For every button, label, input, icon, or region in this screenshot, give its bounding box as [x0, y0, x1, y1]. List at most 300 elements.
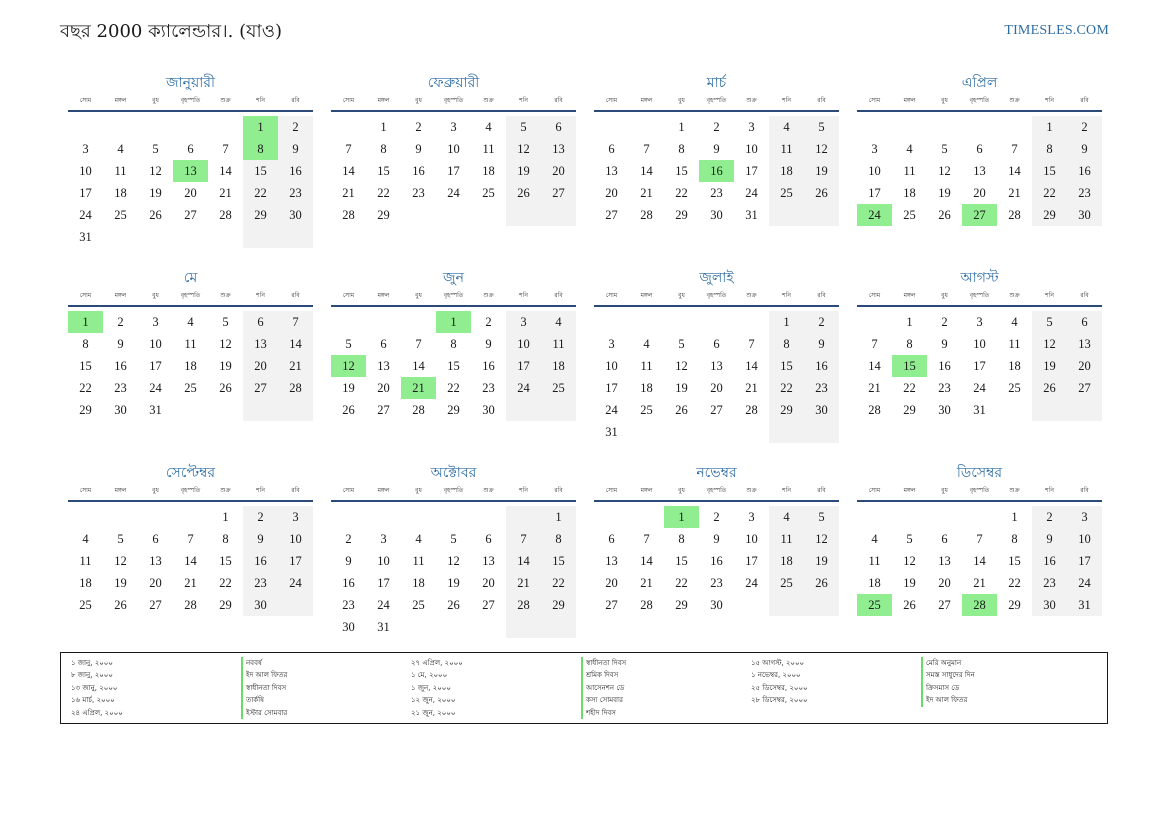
- day-cell[interactable]: 13: [482, 554, 495, 568]
- day-cell[interactable]: 25: [184, 381, 197, 395]
- day-cell[interactable]: 2: [345, 532, 352, 546]
- day-cell[interactable]: 26: [506, 182, 541, 204]
- day-cell[interactable]: 17: [506, 355, 541, 377]
- day-cell[interactable]: 13: [541, 138, 576, 160]
- day-cell[interactable]: 9: [1067, 138, 1102, 160]
- day-cell[interactable]: 22: [243, 182, 278, 204]
- day-cell[interactable]: 10: [506, 333, 541, 355]
- day-cell[interactable]: 25: [412, 598, 425, 612]
- day-cell[interactable]: 22: [447, 381, 460, 395]
- day-cell[interactable]: 12: [1032, 333, 1067, 355]
- day-cell[interactable]: 25: [903, 208, 916, 222]
- day-cell[interactable]: 27: [605, 208, 618, 222]
- day-cell[interactable]: 20: [605, 186, 618, 200]
- day-cell[interactable]: 26: [804, 572, 839, 594]
- day-cell[interactable]: 30: [482, 403, 495, 417]
- day-cell[interactable]: 5: [804, 506, 839, 528]
- day-cell[interactable]: 11: [482, 142, 495, 156]
- day-cell[interactable]: 30: [114, 403, 127, 417]
- day-cell[interactable]: 25: [640, 403, 653, 417]
- day-cell[interactable]: 4: [117, 142, 124, 156]
- day-cell[interactable]: 14: [342, 164, 355, 178]
- day-cell[interactable]: 26: [149, 208, 162, 222]
- day-cell[interactable]: 2: [415, 120, 422, 134]
- day-cell[interactable]: 17: [149, 359, 162, 373]
- day-cell[interactable]: 3: [278, 506, 313, 528]
- day-cell[interactable]: 15: [377, 164, 390, 178]
- day-cell[interactable]: 22: [675, 186, 688, 200]
- day-cell[interactable]: 28: [278, 377, 313, 399]
- day-cell[interactable]: 24: [506, 377, 541, 399]
- day-cell[interactable]: 30: [804, 399, 839, 421]
- day-cell[interactable]: 25: [1008, 381, 1021, 395]
- day-cell[interactable]: 31: [149, 403, 162, 417]
- day-cell[interactable]: 8: [1032, 138, 1067, 160]
- day-cell[interactable]: 14: [506, 550, 541, 572]
- day-cell[interactable]: 16: [804, 355, 839, 377]
- day-cell[interactable]: 29: [1008, 598, 1021, 612]
- site-link[interactable]: TIMESLES.COM: [1004, 23, 1109, 38]
- day-cell[interactable]: 10: [745, 532, 758, 546]
- day-cell[interactable]: 15: [675, 554, 688, 568]
- day-cell[interactable]: 9: [243, 528, 278, 550]
- day-cell[interactable]: 14: [184, 554, 197, 568]
- day-cell[interactable]: 20: [149, 576, 162, 590]
- day-cell[interactable]: 24: [79, 208, 92, 222]
- day-cell[interactable]: 2: [485, 315, 492, 329]
- day-cell[interactable]: 14: [745, 359, 758, 373]
- day-cell[interactable]: 22: [377, 186, 390, 200]
- day-cell[interactable]: 31: [745, 208, 758, 222]
- day-cell[interactable]: 21: [640, 186, 653, 200]
- day-cell[interactable]: 25: [79, 598, 92, 612]
- day-cell[interactable]: 24: [1067, 572, 1102, 594]
- day-cell[interactable]: 5: [906, 532, 913, 546]
- day-cell[interactable]: 23: [342, 598, 355, 612]
- day-cell[interactable]: 12: [447, 554, 460, 568]
- day-cell[interactable]: 16: [114, 359, 127, 373]
- day-cell[interactable]: 11: [1008, 337, 1021, 351]
- day-cell[interactable]: 12: [903, 554, 916, 568]
- day-cell[interactable]: 19: [506, 160, 541, 182]
- day-cell[interactable]: 12: [114, 554, 127, 568]
- day-cell[interactable]: 28: [342, 208, 355, 222]
- day-cell[interactable]: 18: [769, 550, 804, 572]
- day-cell[interactable]: 3: [608, 337, 615, 351]
- day-cell[interactable]: 10: [605, 359, 618, 373]
- day-cell[interactable]: 17: [1067, 550, 1102, 572]
- day-cell[interactable]: 6: [152, 532, 159, 546]
- day-cell[interactable]: 27: [541, 182, 576, 204]
- day-cell[interactable]: 25: [482, 186, 495, 200]
- day-cell[interactable]: 5: [804, 116, 839, 138]
- day-cell[interactable]: 12: [149, 164, 162, 178]
- day-cell[interactable]: 13: [710, 359, 723, 373]
- day-cell[interactable]: 15: [79, 359, 92, 373]
- day-cell[interactable]: 25: [541, 377, 576, 399]
- day-cell[interactable]: 16: [412, 164, 425, 178]
- day-cell-holiday[interactable]: 1: [664, 506, 699, 528]
- day-cell[interactable]: 26: [447, 598, 460, 612]
- day-cell[interactable]: 9: [713, 142, 720, 156]
- day-cell[interactable]: 22: [541, 572, 576, 594]
- day-cell[interactable]: 18: [640, 381, 653, 395]
- day-cell[interactable]: 18: [79, 576, 92, 590]
- day-cell-holiday[interactable]: 8: [243, 138, 278, 160]
- day-cell[interactable]: 11: [114, 164, 127, 178]
- day-cell[interactable]: 24: [745, 186, 758, 200]
- day-cell[interactable]: 3: [506, 311, 541, 333]
- day-cell[interactable]: 5: [506, 116, 541, 138]
- day-cell[interactable]: 4: [1011, 315, 1018, 329]
- day-cell[interactable]: 6: [1067, 311, 1102, 333]
- day-cell[interactable]: 21: [868, 381, 881, 395]
- day-cell[interactable]: 29: [541, 594, 576, 616]
- day-cell[interactable]: 7: [345, 142, 352, 156]
- day-cell[interactable]: 8: [1011, 532, 1018, 546]
- day-cell[interactable]: 1: [769, 311, 804, 333]
- day-cell-holiday[interactable]: 21: [401, 377, 436, 399]
- day-cell[interactable]: 8: [380, 142, 387, 156]
- day-cell[interactable]: 30: [243, 594, 278, 616]
- day-cell[interactable]: 19: [804, 160, 839, 182]
- day-cell[interactable]: 26: [1032, 377, 1067, 399]
- day-cell[interactable]: 2: [713, 510, 720, 524]
- day-cell[interactable]: 13: [377, 359, 390, 373]
- day-cell[interactable]: 19: [219, 359, 232, 373]
- day-cell[interactable]: 3: [748, 510, 755, 524]
- day-cell[interactable]: 12: [675, 359, 688, 373]
- day-cell[interactable]: 26: [342, 403, 355, 417]
- day-cell[interactable]: 11: [769, 138, 804, 160]
- day-cell[interactable]: 1: [541, 506, 576, 528]
- day-cell[interactable]: 24: [745, 576, 758, 590]
- day-cell[interactable]: 30: [938, 403, 951, 417]
- day-cell[interactable]: 20: [1067, 355, 1102, 377]
- day-cell[interactable]: 27: [938, 598, 951, 612]
- day-cell[interactable]: 3: [1067, 506, 1102, 528]
- day-cell[interactable]: 2: [243, 506, 278, 528]
- day-cell[interactable]: 1: [1011, 510, 1018, 524]
- day-cell[interactable]: 16: [482, 359, 495, 373]
- day-cell[interactable]: 9: [713, 532, 720, 546]
- day-cell[interactable]: 11: [903, 164, 916, 178]
- day-cell[interactable]: 7: [976, 532, 983, 546]
- day-cell[interactable]: 19: [447, 576, 460, 590]
- day-cell[interactable]: 21: [640, 576, 653, 590]
- day-cell[interactable]: 13: [1067, 333, 1102, 355]
- day-cell[interactable]: 11: [79, 554, 92, 568]
- day-cell[interactable]: 24: [278, 572, 313, 594]
- day-cell[interactable]: 6: [187, 142, 194, 156]
- day-cell[interactable]: 7: [643, 532, 650, 546]
- day-cell[interactable]: 3: [152, 315, 159, 329]
- day-cell[interactable]: 17: [377, 576, 390, 590]
- day-cell[interactable]: 23: [114, 381, 127, 395]
- day-cell[interactable]: 17: [79, 186, 92, 200]
- day-cell[interactable]: 16: [1067, 160, 1102, 182]
- day-cell[interactable]: 2: [713, 120, 720, 134]
- day-cell[interactable]: 18: [769, 160, 804, 182]
- day-cell[interactable]: 5: [450, 532, 457, 546]
- day-cell[interactable]: 13: [605, 554, 618, 568]
- day-cell[interactable]: 29: [243, 204, 278, 226]
- day-cell[interactable]: 31: [1067, 594, 1102, 616]
- day-cell[interactable]: 9: [485, 337, 492, 351]
- day-cell[interactable]: 20: [541, 160, 576, 182]
- day-cell[interactable]: 23: [412, 186, 425, 200]
- day-cell[interactable]: 24: [973, 381, 986, 395]
- day-cell[interactable]: 30: [342, 620, 355, 634]
- day-cell[interactable]: 22: [903, 381, 916, 395]
- day-cell-holiday[interactable]: 24: [857, 204, 892, 226]
- day-cell[interactable]: 18: [114, 186, 127, 200]
- day-cell[interactable]: 18: [184, 359, 197, 373]
- day-cell[interactable]: 31: [973, 403, 986, 417]
- day-cell[interactable]: 13: [243, 333, 278, 355]
- day-cell[interactable]: 1: [380, 120, 387, 134]
- day-cell[interactable]: 7: [871, 337, 878, 351]
- day-cell[interactable]: 3: [450, 120, 457, 134]
- day-cell[interactable]: 6: [608, 532, 615, 546]
- day-cell[interactable]: 11: [640, 359, 653, 373]
- day-cell[interactable]: 2: [278, 116, 313, 138]
- day-cell[interactable]: 8: [82, 337, 89, 351]
- day-cell[interactable]: 12: [219, 337, 232, 351]
- day-cell[interactable]: 9: [1032, 528, 1067, 550]
- day-cell[interactable]: 8: [450, 337, 457, 351]
- day-cell[interactable]: 2: [117, 315, 124, 329]
- day-cell[interactable]: 13: [149, 554, 162, 568]
- day-cell[interactable]: 15: [219, 554, 232, 568]
- day-cell-holiday[interactable]: 28: [962, 594, 997, 616]
- day-cell[interactable]: 31: [605, 425, 618, 439]
- day-cell[interactable]: 4: [187, 315, 194, 329]
- day-cell[interactable]: 19: [804, 550, 839, 572]
- day-cell[interactable]: 10: [868, 164, 881, 178]
- day-cell[interactable]: 23: [482, 381, 495, 395]
- day-cell[interactable]: 10: [79, 164, 92, 178]
- day-cell[interactable]: 24: [377, 598, 390, 612]
- day-cell[interactable]: 22: [1008, 576, 1021, 590]
- day-cell[interactable]: 21: [1008, 186, 1021, 200]
- day-cell[interactable]: 19: [1032, 355, 1067, 377]
- day-cell[interactable]: 29: [769, 399, 804, 421]
- day-cell[interactable]: 6: [243, 311, 278, 333]
- day-cell[interactable]: 16: [278, 160, 313, 182]
- day-cell[interactable]: 12: [804, 528, 839, 550]
- day-cell[interactable]: 8: [769, 333, 804, 355]
- day-cell[interactable]: 10: [447, 142, 460, 156]
- day-cell[interactable]: 26: [804, 182, 839, 204]
- day-cell[interactable]: 11: [541, 333, 576, 355]
- day-cell[interactable]: 12: [938, 164, 951, 178]
- day-cell[interactable]: 14: [1008, 164, 1021, 178]
- day-cell[interactable]: 19: [675, 381, 688, 395]
- day-cell[interactable]: 29: [675, 208, 688, 222]
- day-cell-holiday[interactable]: 13: [173, 160, 208, 182]
- day-cell[interactable]: 20: [482, 576, 495, 590]
- day-cell[interactable]: 20: [605, 576, 618, 590]
- day-cell[interactable]: 14: [868, 359, 881, 373]
- day-cell[interactable]: 5: [117, 532, 124, 546]
- day-cell[interactable]: 7: [415, 337, 422, 351]
- day-cell[interactable]: 27: [149, 598, 162, 612]
- day-cell[interactable]: 3: [82, 142, 89, 156]
- day-cell[interactable]: 26: [903, 598, 916, 612]
- day-cell[interactable]: 4: [485, 120, 492, 134]
- day-cell[interactable]: 15: [243, 160, 278, 182]
- day-cell[interactable]: 29: [675, 598, 688, 612]
- day-cell[interactable]: 21: [219, 186, 232, 200]
- day-cell[interactable]: 2: [941, 315, 948, 329]
- day-cell[interactable]: 11: [184, 337, 197, 351]
- day-cell[interactable]: 21: [745, 381, 758, 395]
- day-cell[interactable]: 15: [1008, 554, 1021, 568]
- day-cell[interactable]: 7: [643, 142, 650, 156]
- day-cell[interactable]: 20: [938, 576, 951, 590]
- day-cell[interactable]: 30: [710, 598, 723, 612]
- day-cell[interactable]: 31: [79, 230, 92, 244]
- day-cell[interactable]: 21: [506, 572, 541, 594]
- day-cell[interactable]: 26: [114, 598, 127, 612]
- day-cell[interactable]: 28: [219, 208, 232, 222]
- day-cell[interactable]: 10: [745, 142, 758, 156]
- day-cell[interactable]: 9: [278, 138, 313, 160]
- day-cell[interactable]: 28: [412, 403, 425, 417]
- day-cell[interactable]: 29: [219, 598, 232, 612]
- day-cell[interactable]: 21: [342, 186, 355, 200]
- day-cell[interactable]: 4: [415, 532, 422, 546]
- day-cell[interactable]: 30: [1067, 204, 1102, 226]
- day-cell[interactable]: 1: [222, 510, 229, 524]
- day-cell[interactable]: 18: [903, 186, 916, 200]
- day-cell[interactable]: 22: [219, 576, 232, 590]
- day-cell[interactable]: 26: [219, 381, 232, 395]
- day-cell[interactable]: 10: [149, 337, 162, 351]
- day-cell[interactable]: 27: [243, 377, 278, 399]
- day-cell[interactable]: 12: [804, 138, 839, 160]
- day-cell[interactable]: 5: [345, 337, 352, 351]
- day-cell[interactable]: 30: [1032, 594, 1067, 616]
- day-cell[interactable]: 20: [184, 186, 197, 200]
- day-cell[interactable]: 9: [415, 142, 422, 156]
- day-cell[interactable]: 14: [640, 554, 653, 568]
- day-cell[interactable]: 4: [769, 116, 804, 138]
- day-cell[interactable]: 15: [1032, 160, 1067, 182]
- day-cell[interactable]: 28: [184, 598, 197, 612]
- day-cell[interactable]: 19: [149, 186, 162, 200]
- day-cell[interactable]: 9: [117, 337, 124, 351]
- day-cell[interactable]: 10: [278, 528, 313, 550]
- day-cell[interactable]: 14: [973, 554, 986, 568]
- day-cell[interactable]: 9: [345, 554, 352, 568]
- day-cell[interactable]: 4: [643, 337, 650, 351]
- day-cell-holiday[interactable]: 1: [436, 311, 471, 333]
- day-cell[interactable]: 7: [506, 528, 541, 550]
- day-cell[interactable]: 23: [710, 186, 723, 200]
- day-cell[interactable]: 12: [506, 138, 541, 160]
- day-cell[interactable]: 25: [114, 208, 127, 222]
- day-cell[interactable]: 19: [938, 186, 951, 200]
- day-cell[interactable]: 18: [412, 576, 425, 590]
- day-cell[interactable]: 17: [868, 186, 881, 200]
- day-cell[interactable]: 16: [342, 576, 355, 590]
- day-cell[interactable]: 1: [1032, 116, 1067, 138]
- day-cell[interactable]: 9: [804, 333, 839, 355]
- day-cell[interactable]: 14: [219, 164, 232, 178]
- day-cell[interactable]: 22: [1032, 182, 1067, 204]
- day-cell[interactable]: 13: [973, 164, 986, 178]
- day-cell[interactable]: 23: [710, 576, 723, 590]
- day-cell[interactable]: 30: [278, 204, 313, 226]
- day-cell[interactable]: 22: [675, 576, 688, 590]
- day-cell[interactable]: 3: [748, 120, 755, 134]
- day-cell[interactable]: 17: [278, 550, 313, 572]
- day-cell[interactable]: 18: [541, 355, 576, 377]
- day-cell[interactable]: 3: [976, 315, 983, 329]
- day-cell[interactable]: 15: [447, 359, 460, 373]
- day-cell[interactable]: 30: [710, 208, 723, 222]
- day-cell[interactable]: 28: [745, 403, 758, 417]
- day-cell[interactable]: 5: [678, 337, 685, 351]
- day-cell[interactable]: 6: [541, 116, 576, 138]
- day-cell[interactable]: 3: [380, 532, 387, 546]
- day-cell[interactable]: 6: [380, 337, 387, 351]
- day-cell[interactable]: 6: [608, 142, 615, 156]
- day-cell-holiday[interactable]: 12: [331, 355, 366, 377]
- day-cell[interactable]: 5: [941, 142, 948, 156]
- day-cell[interactable]: 5: [222, 315, 229, 329]
- day-cell[interactable]: 23: [1032, 572, 1067, 594]
- day-cell[interactable]: 17: [973, 359, 986, 373]
- day-cell[interactable]: 15: [541, 550, 576, 572]
- day-cell[interactable]: 27: [377, 403, 390, 417]
- day-cell[interactable]: 5: [152, 142, 159, 156]
- day-cell[interactable]: 28: [868, 403, 881, 417]
- day-cell[interactable]: 17: [605, 381, 618, 395]
- day-cell[interactable]: 2: [804, 311, 839, 333]
- day-cell[interactable]: 6: [941, 532, 948, 546]
- day-cell[interactable]: 29: [377, 208, 390, 222]
- day-cell[interactable]: 28: [1008, 208, 1021, 222]
- day-cell[interactable]: 20: [377, 381, 390, 395]
- day-cell[interactable]: 20: [973, 186, 986, 200]
- day-cell[interactable]: 1: [678, 120, 685, 134]
- day-cell[interactable]: 16: [1032, 550, 1067, 572]
- day-cell[interactable]: 14: [640, 164, 653, 178]
- day-cell[interactable]: 13: [605, 164, 618, 178]
- day-cell[interactable]: 27: [710, 403, 723, 417]
- day-cell[interactable]: 29: [447, 403, 460, 417]
- day-cell[interactable]: 19: [903, 576, 916, 590]
- day-cell[interactable]: 16: [938, 359, 951, 373]
- day-cell[interactable]: 16: [710, 554, 723, 568]
- day-cell[interactable]: 7: [278, 311, 313, 333]
- day-cell[interactable]: 24: [447, 186, 460, 200]
- day-cell[interactable]: 14: [278, 333, 313, 355]
- day-cell[interactable]: 10: [973, 337, 986, 351]
- day-cell[interactable]: 23: [278, 182, 313, 204]
- day-cell[interactable]: 17: [745, 554, 758, 568]
- day-cell[interactable]: 16: [243, 550, 278, 572]
- day-cell[interactable]: 11: [769, 528, 804, 550]
- day-cell[interactable]: 9: [941, 337, 948, 351]
- day-cell[interactable]: 6: [976, 142, 983, 156]
- day-cell[interactable]: 14: [412, 359, 425, 373]
- day-cell[interactable]: 6: [485, 532, 492, 546]
- day-cell[interactable]: 20: [243, 355, 278, 377]
